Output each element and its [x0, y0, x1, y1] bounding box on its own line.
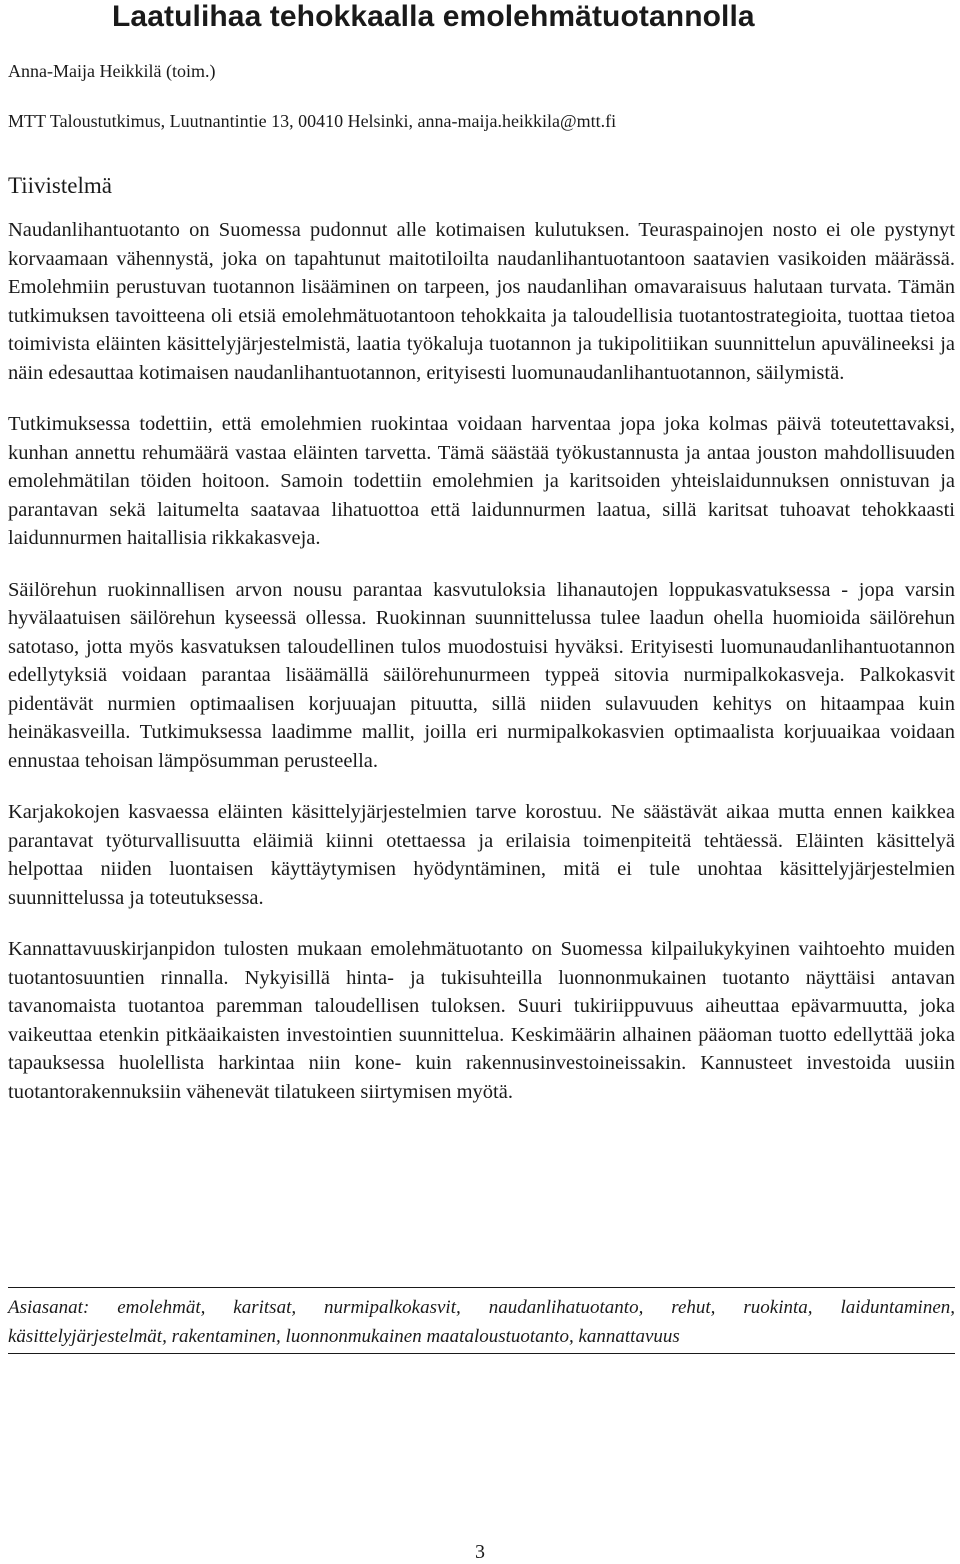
abstract-paragraph: Säilörehun ruokinnallisen arvon nousu parantaa kasvutuloksia lihanautojen loppukasvatuksessa - jopa varsin hyvälaatuisen säilörehun kyseessä ollessa. Ruokinnan suunnittelussa tulee laadun ohella huomioida säilörehun satotaso, jotta myös kasvatuksen taloudellinen tulos muodostuisi hyväksi. Erityisesti luomunaudanlihantuotannon edellytyksiä voidaan parantaa lisäämällä säilörehunurmeen typpeä sitovia nurmipalkokasveja. Palkokasvit pidentävät nurmien optimaalisen korjuuajan pituutta, sillä niiden sulavuuden kehitys on hitaampaa kuin heinäkasveilla. Tutkimuksessa laadimme mallit, joilla eri nurmipalkokasvien optimaalista korjuuaikaa voidaan ennustaa tehoisan lämpösumman perusteella. [8, 578, 955, 772]
page-number-text: 3 [475, 1541, 485, 1563]
abstract-paragraph: Naudanlihantuotanto on Suomessa pudonnut alle kotimaisen kulutuksen. Teuraspainojen nosto ei ole pystynyt korvaamaan vähennystä, joka on tapahtunut maitotiloilta naudanlihantuotantoon saatavien vasikoiden määrässä. Emolehmiin perustuvan tuotannon lisääminen on tarpeen, jos naudanlihan omavaraisuus halutaan turvata. Tämän tutkimuksen tavoitteena oli etsiä emolehmätuotantoon tehokkaita ja taloudellisia tuotantostrategioita, tuottaa tietoa toimivista eläinten käsittelyjärjestelmistä, laatia työkaluja tuotannon ja tukipolitiikan suunnittelun apuvälineeksi ja näin edesauttaa kotimaisen naudanlihantuotannon, erityisesti luomunaudanlihantuotannon, säilymistä. [8, 219, 955, 384]
abstract-body [8, 216, 955, 1129]
page-number [0, 1540, 960, 1564]
affiliation-line: MTT Taloustutkimus, Luutnantintie 13, 00410 Helsinki, anna-maija.heikkila@mtt.fi [8, 111, 617, 131]
abstract-heading: Tiivistelmä [8, 173, 112, 198]
abstract-paragraph: Tutkimuksessa todettiin, että emolehmien ruokintaa voidaan harventaa jopa joka kolmas päivä toteutettavaksi, kunhan annettu rehumäärä vastaa eläinten tarvetta. Tämä säästää työkustannusta ja antaa jouston mahdollisuuden emolehmätilan töiden hoitoon. Samoin todettiin emolehmien ja karitsoiden yhteislaidunnuksen onnistuvan ja parantavan sekä laitumelta saatavaa lihatuottoa että laidunnurmen laatua, sillä karitsat tuhoavat tehokkaasti laidunnurmen haitallisia rikkakasveja. [8, 413, 955, 549]
keywords-line: Asiasanat: emolehmät, karitsat, nurmipalkokasvit, naudanlihatuotanto, rehut, ruokinta, laiduntaminen, käsittelyjärjestelmät, rakentaminen, luonnonmukainen maataloustuotanto, kannattavuus [8, 1297, 955, 1347]
author-line: Anna-Maija Heikkilä (toim.) [8, 61, 216, 81]
keywords-bottom-rule [8, 1353, 955, 1354]
document-title: Laatulihaa tehokkaalla emolehmätuotannolla [112, 0, 755, 33]
abstract-paragraph: Karjakokojen kasvaessa eläinten käsittelyjärjestelmien tarve korostuu. Ne säästävät aikaa mutta ennen kaikkea parantavat työturvallisuutta eläimiä kiinni otettaessa ja erilaisia toimenpiteitä tehtäessä. Eläinten käsittelyä helpottaa niiden luontaisen käyttäytymisen hyödyntäminen, mitä ei tule unohtaa käsittelyjärjestelmien suunnittelussa ja toteutuksessa. [8, 801, 955, 909]
keywords-top-rule [8, 1287, 955, 1288]
abstract-paragraph: Kannattavuuskirjanpidon tulosten mukaan emolehmätuotanto on Suomessa kilpailukykyinen vaihtoehto muiden tuotantosuuntien rinnalla. Nykyisillä hinta- ja tukisuhteilla luonnonmukainen tuotanto näyttäisi antavan tavanomaista tuotantoa paremman taloudellisen tuloksen. Suuri tukiriippuvuus aiheuttaa epävarmuutta, joka vaikeuttaa etenkin pitkäaikaisten investointien suunnittelua. Keskimäärin alhainen pääoman tuotto edellyttää joka tapauksessa huolellista harkintaa niin kone- kuin rakennusinvestoineissakin. Kannusteet investoida uusiin tuotantorakennuksiin vähenevät tilatukeen siirtymisen myötä. [8, 938, 955, 1103]
